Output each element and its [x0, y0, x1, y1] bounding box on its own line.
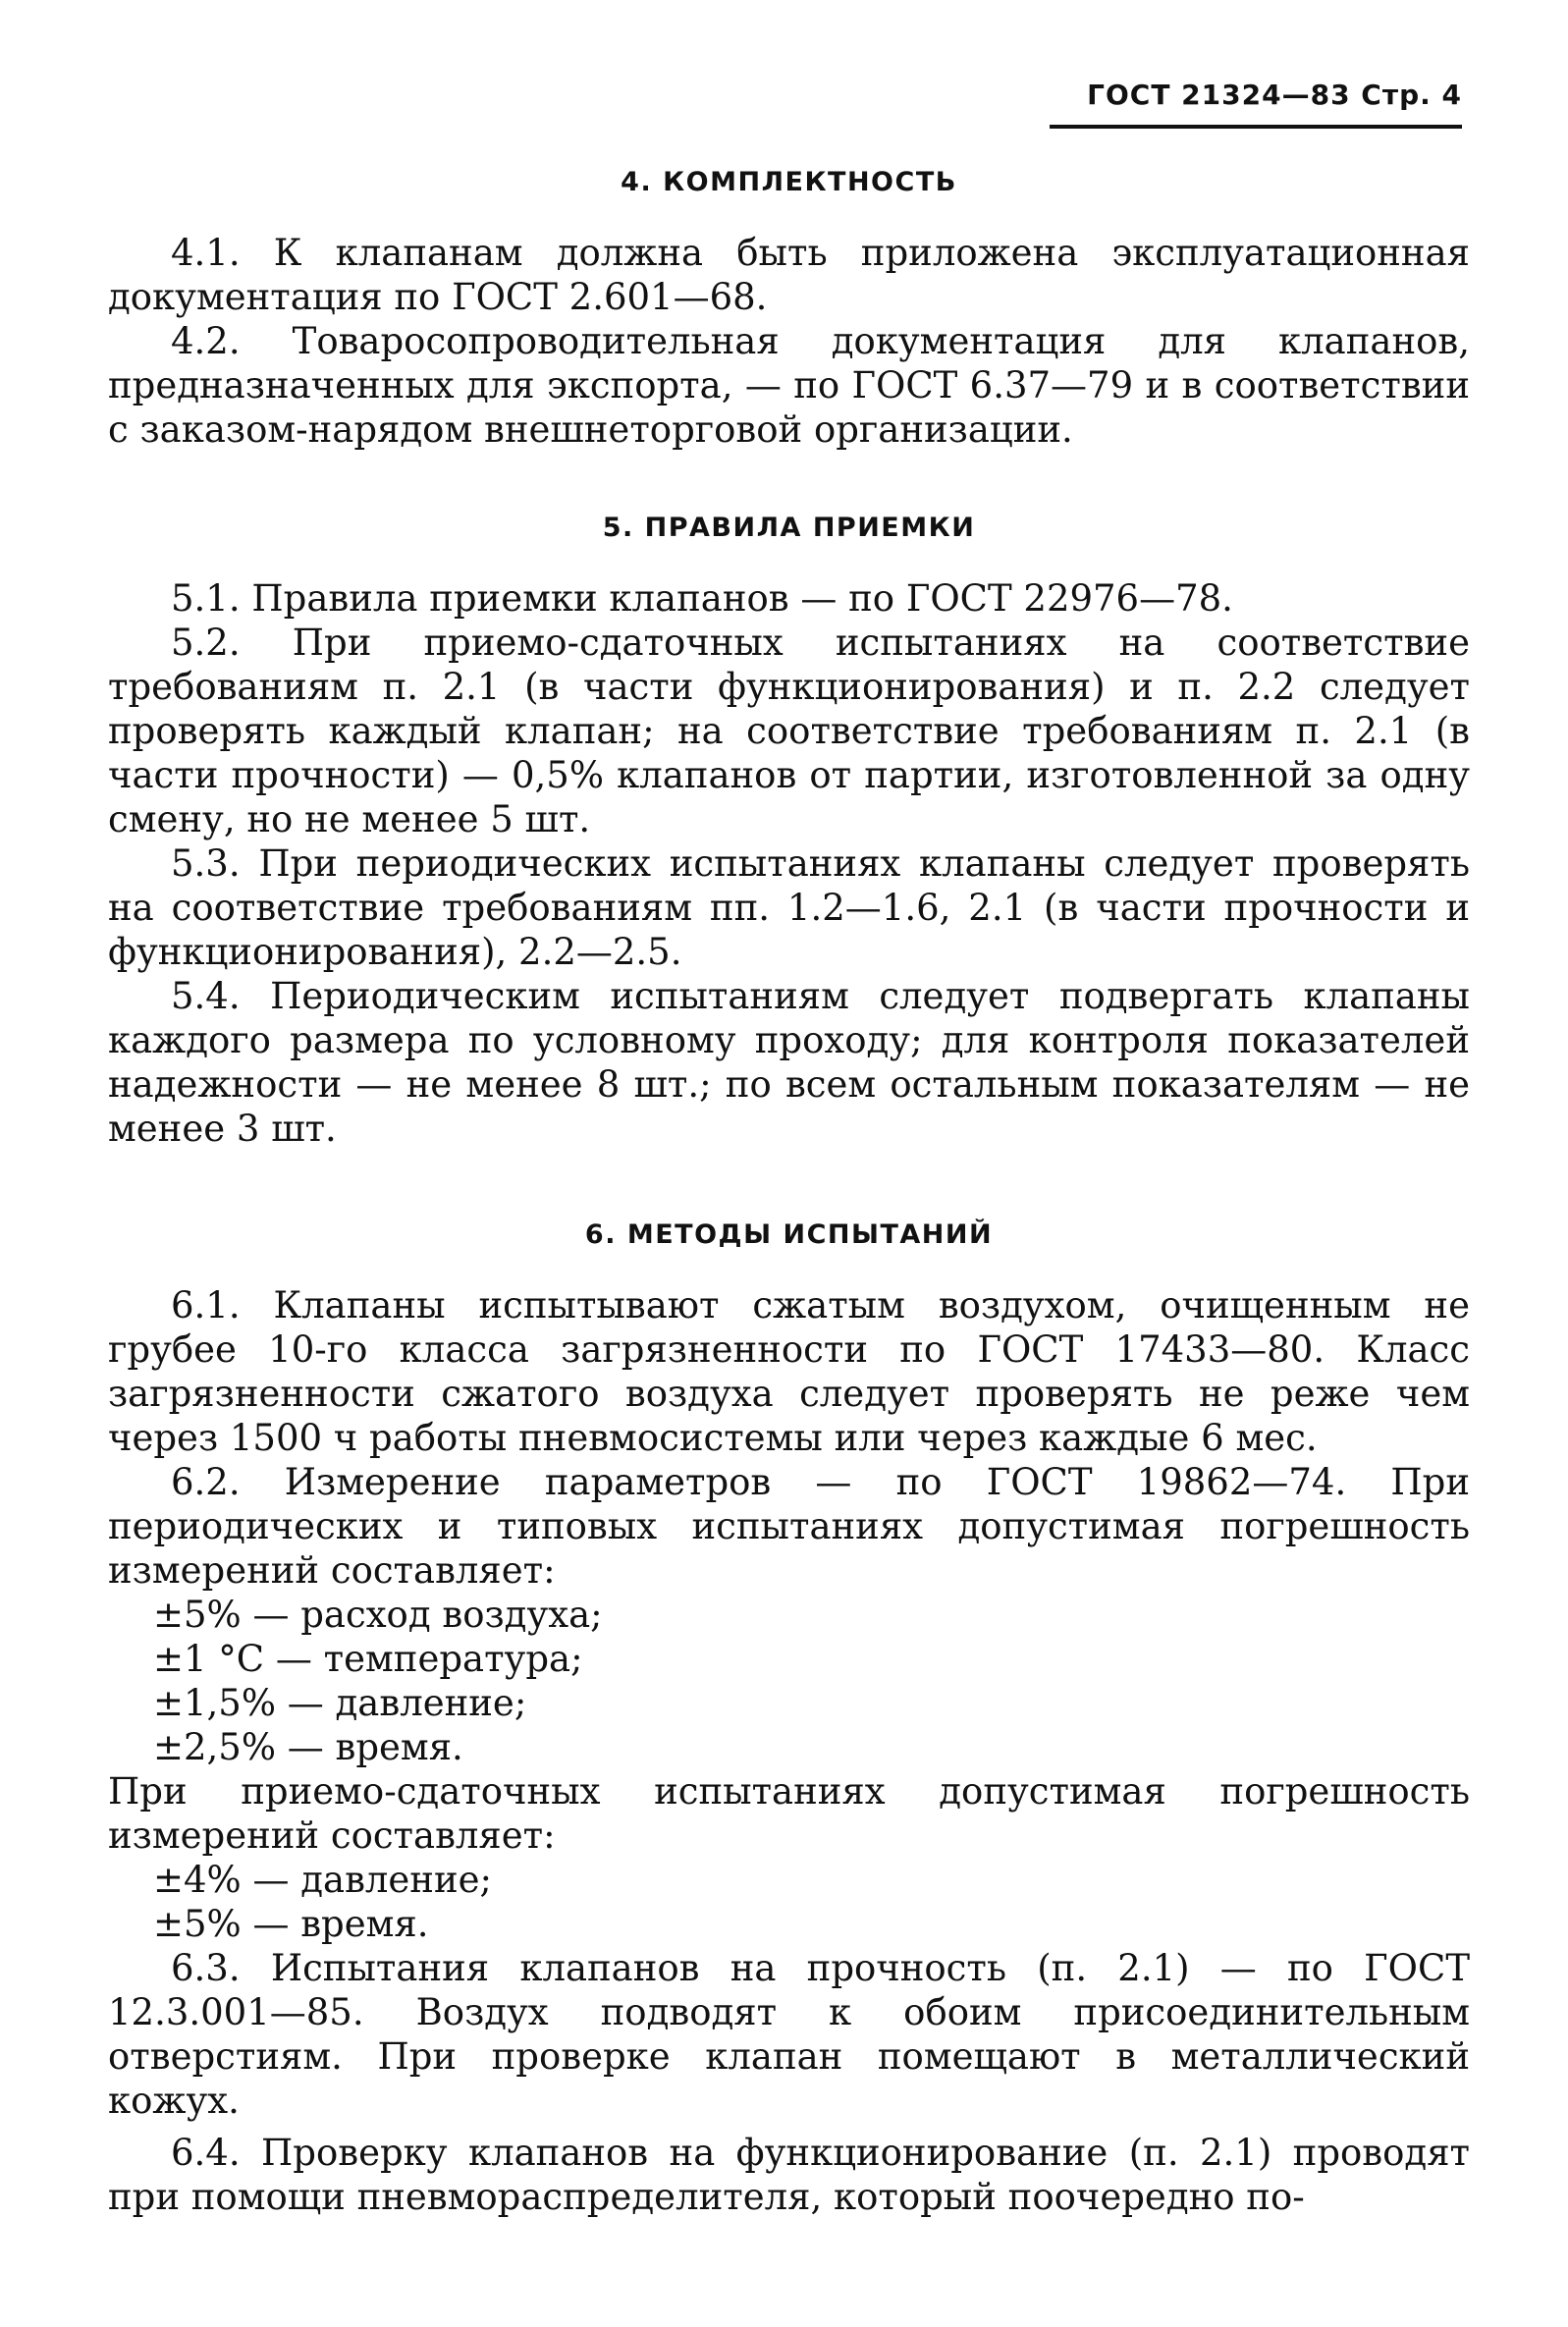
running-header: ГОСТ 21324—83 Стр. 4 — [1050, 79, 1462, 129]
paragraph-5-4: 5.4. Периодическим испытаниям следует подвергать клапаны каждого размера по условному проходу; для контроля показателей надежности — не менее 8 шт.; по всем остальным показателям — не менее 3 шт. — [108, 975, 1470, 1150]
paragraph-6-3: 6.3. Испытания клапанов на прочность (п. 2.1) — по ГОСТ 12.3.001—85. Воздух подводят к обоим присоединительным отверстиям. При проверке клапан помещают в металлический кожух. — [108, 1947, 1470, 2122]
paragraph-4-1: 4.1. К клапанам должна быть приложена эксплуатационная документация по ГОСТ 2.601—68. — [108, 232, 1470, 318]
paragraph-5-2: 5.2. При приемо-сдаточных испытаниях на соответствие требованиям п. 2.1 (в части функционирования) и п. 2.2 следует проверять каждый клапан; на соответствие требованиям п. 2.1 (в части прочности) — 0,5% клапанов от партии, изготовленной за одну смену, но не менее 5 шт. — [108, 622, 1470, 840]
acceptance-error-item: ±4% — давление; — [153, 1859, 492, 1901]
document-body — [108, 167, 1470, 2219]
section-4-title: 4. КОМПЛЕКТНОСТЬ — [621, 167, 957, 197]
paragraph-6-1: 6.1. Клапаны испытывают сжатым воздухом, очищенным не грубее 10-го класса загрязненности по ГОСТ 17433—80. Класс загрязненности сжатого воздуха следует проверять не реже чем через 1500 ч работы пневмосистемы или через каждые 6 мес. — [108, 1284, 1470, 1459]
periodic-error-item: ±5% — расход воздуха; — [153, 1594, 603, 1636]
acceptance-intro: При приемо-сдаточных испытаниях допустимая погрешность измерений составляет: — [108, 1770, 1470, 1857]
paragraph-6-4: 6.4. Проверку клапанов на функционирование (п. 2.1) проводят при помощи пневмораспределителя, который поочередно по- — [108, 2132, 1470, 2218]
periodic-error-item: ±1 °C — температура; — [153, 1638, 583, 1680]
periodic-error-item: ±1,5% — давление; — [153, 1682, 527, 1724]
acceptance-error-item: ±5% — время. — [153, 1903, 429, 1945]
section-5-title: 5. ПРАВИЛА ПРИЕМКИ — [602, 513, 976, 543]
paragraph-4-2: 4.2. Товаросопроводительная документация для клапанов, предназначенных для экспорта, — по ГОСТ 6.37—79 и в соответствии с заказом-нарядом внешнеторговой организации. — [108, 320, 1470, 451]
paragraph-6-2: 6.2. Измерение параметров — по ГОСТ 19862—74. При периодических и типовых испытаниях допустимая погрешность измерений составляет: — [108, 1461, 1470, 1592]
section-6-title: 6. МЕТОДЫ ИСПЫТАНИЙ — [584, 1219, 994, 1250]
paragraph-5-1: 5.1. Правила приемки клапанов — по ГОСТ 22976—78. — [171, 577, 1233, 620]
paragraph-5-3: 5.3. При периодических испытаниях клапаны следует проверять на соответствие требованиям пп. 1.2—1.6, 2.1 (в части прочности и функционирования), 2.2—2.5. — [108, 842, 1470, 973]
periodic-error-item: ±2,5% — время. — [153, 1726, 463, 1768]
